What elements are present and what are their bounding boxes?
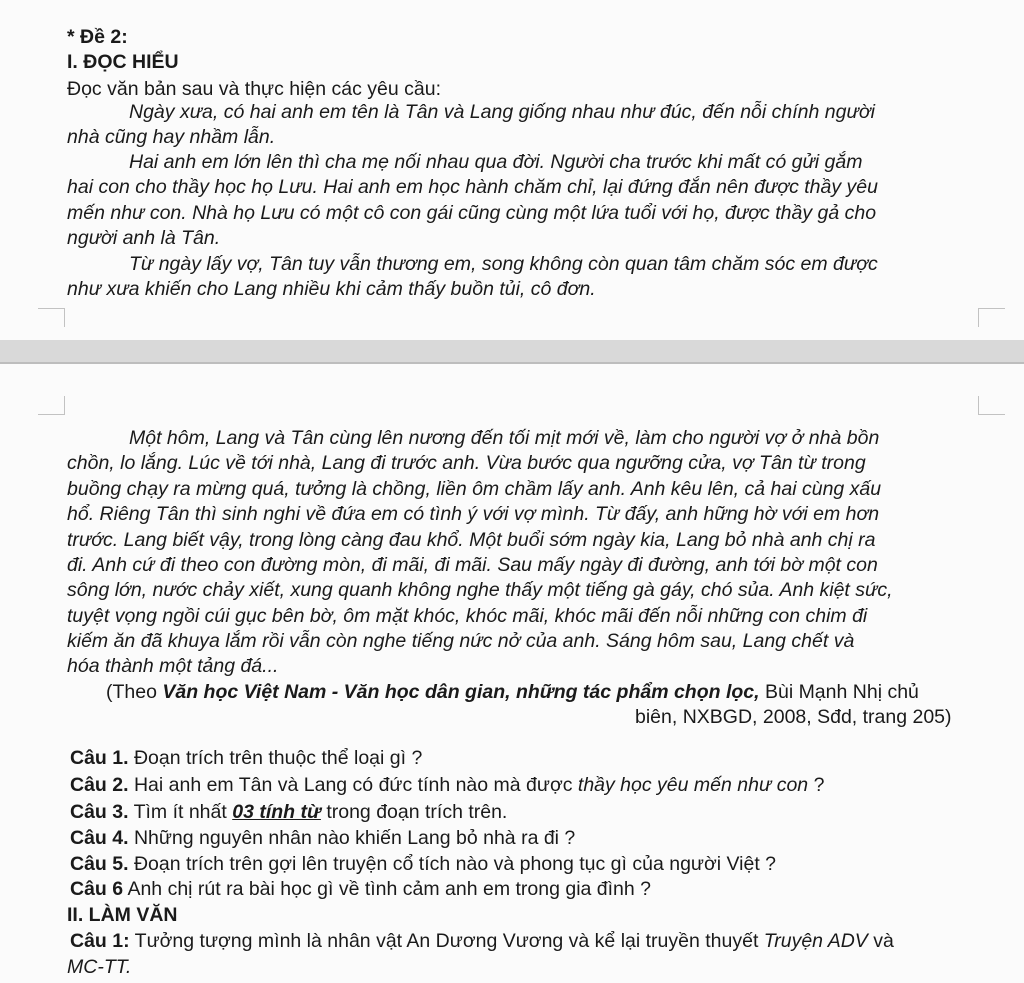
question-3: Câu 3. Tìm ít nhất 03 tính từ trong đoạn trích trên.: [70, 801, 508, 823]
passage-line: kiếm ăn đã khuya lắm rồi vẫn còn nghe tiếng nức nở của anh. Sáng hôm sau, Lang chết và: [67, 630, 855, 652]
passage-line: hóa thành một tảng đá...: [67, 655, 279, 677]
passage-line: tuyệt vọng ngồi cúi gục bên bờ, ôm mặt khóc, khóc mãi, khóc mãi đến nỗi những con chim đi: [67, 605, 868, 627]
corner-mark-bl: [38, 396, 65, 415]
passage-line: người anh là Tân.: [67, 227, 221, 249]
source-prefix: (Theo: [106, 681, 163, 703]
question-2: Câu 2. Hai anh em Tân và Lang có đức tính nào mà được thầy học yêu mến như con ?: [70, 774, 825, 796]
question-4: Câu 4. Những nguyên nhân nào khiến Lang bỏ nhà ra đi ?: [70, 827, 576, 849]
passage-line: trước. Lang biết vậy, trong lòng càng đau khổ. Một buổi sớm ngày kia, Lang bỏ nhà anh chị ra: [67, 529, 876, 551]
passage-line: sông lớn, nước chảy xiết, xung quanh không nghe thấy một tiếng gà gáy, chó sủa. Anh kiệt sức,: [67, 579, 893, 601]
passage-line: như xưa khiến cho Lang nhiều khi cảm thấy buồn tủi, cô đơn.: [67, 278, 596, 300]
passage-line: buồng chạy ra mừng quá, tưởng là chồng, liền ôm chầm lấy anh. Anh kêu lên, cả hai cùng xấu: [67, 478, 882, 500]
passage-line: hổ. Riêng Tân thì sinh nghi về đứa em có tình ý với vợ mình. Từ đấy, anh hững hờ với em hơn: [67, 503, 880, 525]
corner-mark-br: [978, 396, 1005, 415]
instruction: Đọc văn bản sau và thực hiện các yêu cầu:: [67, 78, 442, 100]
section-writing-title: II. LÀM VĂN: [67, 904, 178, 926]
passage-line: hai con cho thầy học họ Lưu. Hai anh em học hành chăm chỉ, lại đứng đắn nên được thầy yêu: [67, 176, 878, 198]
exam-number: * Đề 2:: [67, 26, 128, 48]
source-title: Văn học Việt Nam - Văn học dân gian, những tác phẩm chọn lọc,: [162, 681, 760, 703]
source-author: Bùi Mạnh Nhị chủ: [759, 681, 919, 703]
question-5: Câu 5. Đoạn trích trên gợi lên truyện cổ tích nào và phong tục gì của người Việt ?: [70, 853, 777, 875]
passage-line: Một hôm, Lang và Tân cùng lên nương đến tối mịt mới về, làm cho người vợ ở nhà bồn: [129, 427, 880, 449]
source-citation: [106, 680, 919, 704]
corner-mark-tr: [978, 308, 1005, 327]
passage-line: Hai anh em lớn lên thì cha mẹ nối nhau qua đời. Người cha trước khi mất có gửi gắm: [129, 151, 863, 173]
passage-line: nhà cũng hay nhầm lẫn.: [67, 126, 276, 148]
passage-line: chồn, lo lắng. Lúc về tới nhà, Lang đi trước anh. Vừa bước qua ngưỡng cửa, vợ Tân từ trong: [67, 452, 866, 474]
corner-mark-tl: [38, 308, 65, 327]
essay-question-cont: MC-TT.: [67, 956, 132, 978]
passage-line: Từ ngày lấy vợ, Tân tuy vẫn thương em, song không còn quan tâm chăm sóc em được: [129, 253, 878, 275]
section-reading-title: I. ĐỌC HIỂU: [67, 51, 179, 73]
question-6: Câu 6 Anh chị rút ra bài học gì về tình cảm anh em trong gia đình ?: [70, 878, 652, 900]
question-1: Câu 1. Đoạn trích trên thuộc thể loại gì ?: [70, 747, 423, 769]
passage-line: mến như con. Nhà họ Lưu có một cô con gái cũng cùng một lứa tuổi với họ, được thầy gả cho: [67, 202, 877, 224]
source-publisher: biên, NXBGD, 2008, Sđd, trang 205): [635, 706, 952, 728]
passage-line: Ngày xưa, có hai anh em tên là Tân và Lang giống nhau như đúc, đến nỗi chính người: [129, 101, 875, 123]
passage-line: đi. Anh cứ đi theo con đường mòn, đi mãi, đi mãi. Sau mấy ngày đi đường, anh tới bờ một con: [67, 554, 878, 576]
essay-question: Câu 1: Tưởng tượng mình là nhân vật An Dương Vương và kể lại truyền thuyết Truyện ADV và: [70, 930, 894, 952]
